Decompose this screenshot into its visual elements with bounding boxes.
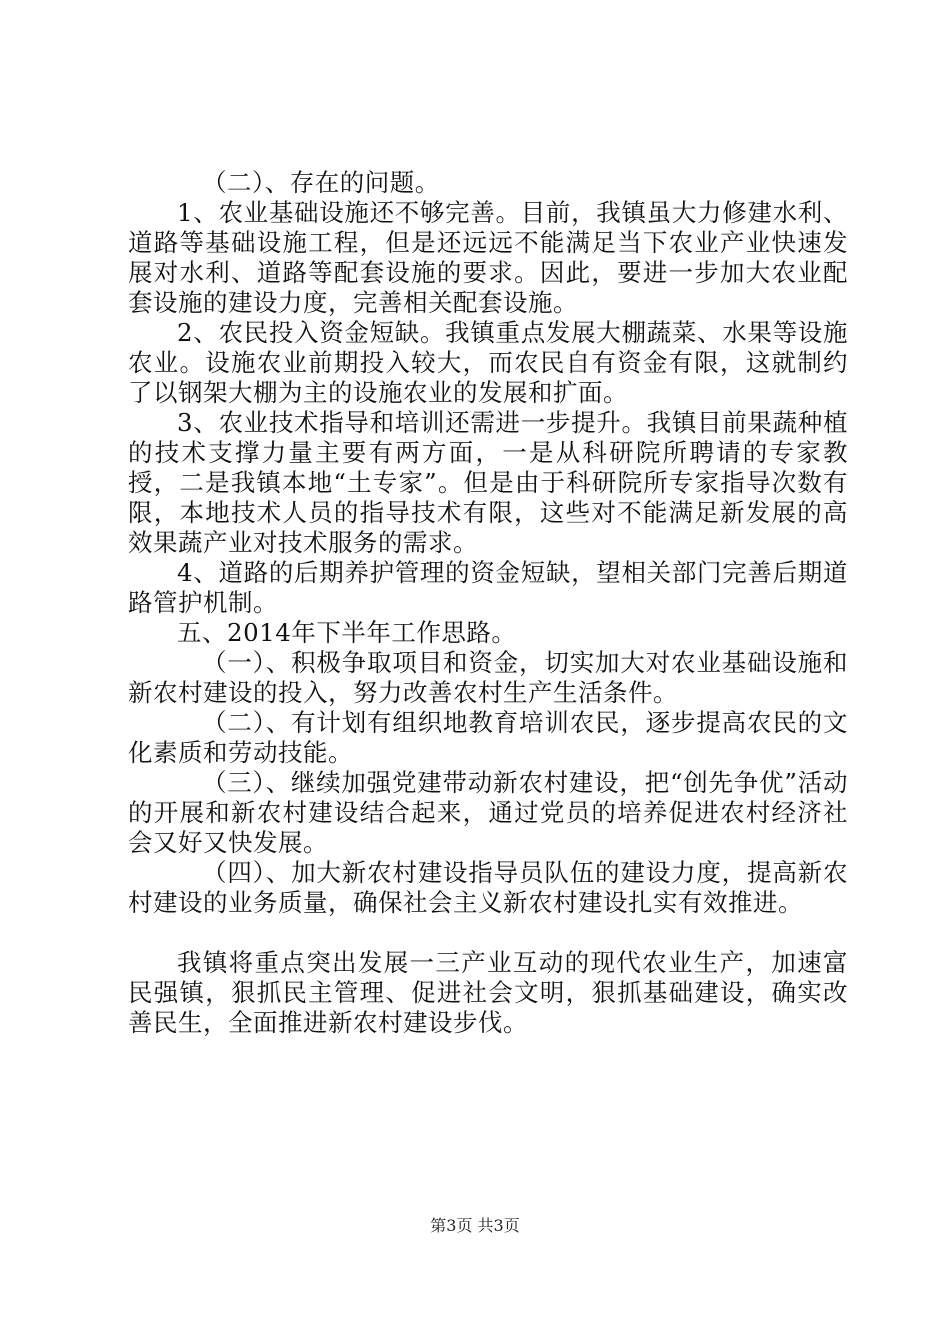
paragraph-plan-3: （三）、继续加强党建带动新农村建设，把“创先争优”活动的开展和新农村建设结合起来，通过党员的培养促进农村经济社会又好又快发展。 — [128, 768, 848, 857]
section-heading-problems: （二）、存在的问题。 — [202, 168, 440, 197]
paragraph-conclusion: 我镇将重点突出发展一三产业互动的现代农业生产，加速富民强镇，狠抓民主管理、促进社会文明，狠抓基础建设，确实改善民生，全面推进新农村建设步伐。 — [128, 948, 848, 1037]
paragraph-gap — [128, 918, 848, 948]
paragraph-problem-3: 3、农业技术指导和培训还需进一步提升。我镇目前果蔬种植的技术支撑力量主要有两方面，一是从科研院所聘请的专家教授，二是我镇本地“土专家”。但是由于科研院所专家指导次数有限，本地技术人员的指导技术有限，这些对不能满足新发展的高效果蔬产业对技术服务的需求。 — [128, 408, 848, 557]
section-heading-plan: 五、2014年下半年工作思路。 — [177, 618, 517, 647]
document-body — [128, 168, 848, 1038]
page-number-footer: 第3页 共3页 — [430, 1216, 520, 1235]
paragraph-plan-2: （二）、有计划有组织地教育培训农民，逐步提高农民的文化素质和劳动技能。 — [128, 708, 848, 767]
paragraph-plan-1: （一）、积极争取项目和资金，切实加大对农业基础设施和新农村建设的投入，努力改善农村生产生活条件。 — [128, 648, 848, 707]
paragraph-problem-2: 2、农民投入资金短缺。我镇重点发展大棚蔬菜、水果等设施农业。设施农业前期投入较大，而农民自有资金有限，这就制约了以钢架大棚为主的设施农业的发展和扩面。 — [128, 318, 848, 407]
paragraph-problem-1: 1、农业基础设施还不够完善。目前，我镇虽大力修建水利、道路等基础设施工程，但是还远远不能满足当下农业产业快速发展对水利、道路等配套设施的要求。因此，要进一步加大农业配套设施的建设力度，完善相关配套设施。 — [128, 198, 848, 317]
paragraph-problem-4: 4、道路的后期养护管理的资金短缺，望相关部门完善后期道路管护机制。 — [128, 558, 848, 617]
paragraph-plan-4: （四）、加大新农村建设指导员队伍的建设力度，提高新农村建设的业务质量，确保社会主义新农村建设扎实有效推进。 — [128, 858, 848, 917]
